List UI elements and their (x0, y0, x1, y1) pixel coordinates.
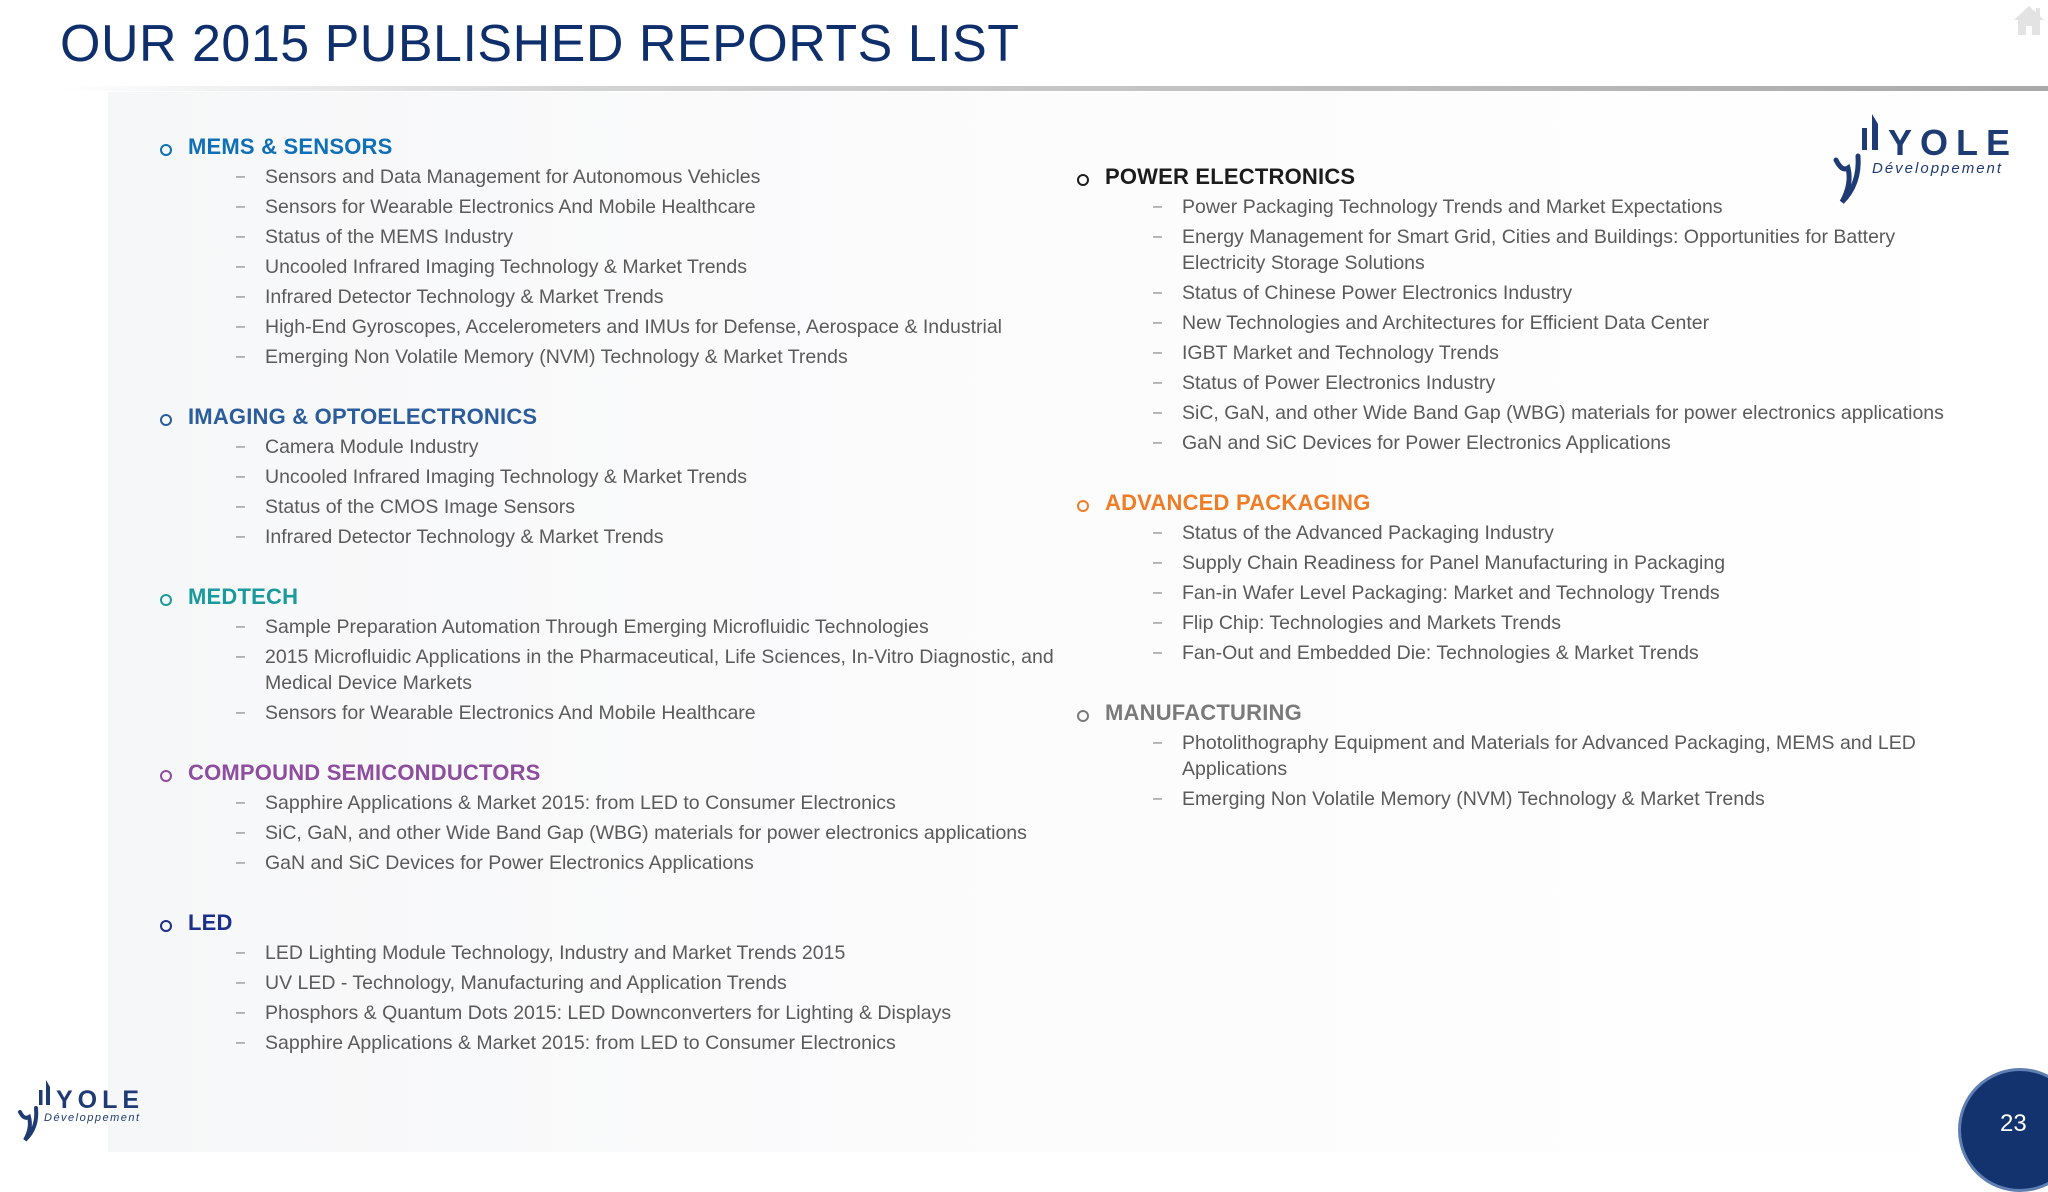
report-title: Emerging Non Volatile Memory (NVM) Technology & Market Trends (265, 346, 848, 368)
logo-footer-tagline: Développement (44, 1112, 141, 1124)
report-item (1075, 194, 1975, 220)
report-title: LED Lighting Module Technology, Industry and Market Trends 2015 (265, 942, 846, 964)
circle-bullet-icon (160, 144, 172, 156)
report-title: Uncooled Infrared Imaging Technology & Market Trends (265, 466, 747, 488)
dash-icon: – (236, 228, 245, 245)
report-section (1075, 160, 1975, 456)
dash-icon: – (236, 824, 245, 841)
report-title: Uncooled Infrared Imaging Technology & Market Trends (265, 256, 747, 278)
left-column (158, 130, 1063, 1086)
report-title: SiC, GaN, and other Wide Band Gap (WBG) materials for power electronics applications (1182, 402, 1944, 424)
report-title: Sample Preparation Automation Through Emerging Microfluidic Technologies (265, 616, 929, 638)
report-title: Status of the Advanced Packaging Industry (1182, 522, 1554, 544)
circle-bullet-icon (1077, 710, 1089, 722)
report-title: IGBT Market and Technology Trends (1182, 342, 1499, 364)
report-title: Sensors for Wearable Electronics And Mobile Healthcare (265, 196, 756, 218)
dash-icon: – (1153, 198, 1162, 215)
report-title: High-End Gyroscopes, Accelerometers and IMUs for Defense, Aerospace & Industrial (265, 316, 1003, 338)
report-title: Supply Chain Readiness for Panel Manufacturing in Packaging (1182, 552, 1726, 574)
report-title: Emerging Non Volatile Memory (NVM) Technology & Market Trends (1182, 788, 1765, 810)
report-item (1075, 340, 1975, 366)
report-item (158, 850, 1063, 876)
report-item (158, 344, 1063, 370)
dash-icon: – (1153, 790, 1162, 807)
dash-icon: – (236, 974, 245, 991)
report-title: Sensors and Data Management for Autonomous Vehicles (265, 166, 761, 188)
report-item (158, 434, 1063, 460)
report-item (158, 314, 1063, 340)
report-title: Sensors for Wearable Electronics And Mobile Healthcare (265, 702, 756, 724)
report-item (1075, 610, 1975, 636)
dash-icon: – (236, 704, 245, 721)
report-item (1075, 730, 1975, 782)
report-item (158, 1000, 1063, 1026)
dash-icon: – (236, 854, 245, 871)
report-title: Phosphors & Quantum Dots 2015: LED Downconverters for Lighting & Displays (265, 1002, 952, 1024)
dash-icon: – (1153, 228, 1162, 245)
report-title: GaN and SiC Devices for Power Electronics Applications (265, 852, 754, 874)
report-item (158, 614, 1063, 640)
dash-icon: – (236, 288, 245, 305)
dash-icon: – (236, 348, 245, 365)
circle-bullet-icon (160, 770, 172, 782)
report-title: Fan-Out and Embedded Die: Technologies & Market Trends (1182, 642, 1699, 664)
dash-icon: – (236, 168, 245, 185)
report-title: Status of the MEMS Industry (265, 226, 514, 248)
dash-icon: – (1153, 374, 1162, 391)
report-section (158, 130, 1063, 370)
report-title: Flip Chip: Technologies and Markets Trends (1182, 612, 1562, 634)
report-item (1075, 430, 1975, 456)
section-title: LED (188, 910, 233, 935)
section-title: MEMS & SENSORS (188, 134, 393, 159)
dash-icon: – (236, 198, 245, 215)
report-title: Power Packaging Technology Trends and Market Expectations (1182, 196, 1723, 218)
section-heading (158, 906, 1063, 940)
report-title: Energy Management for Smart Grid, Cities and Buildings: Opportunities for Battery Electricity Storage Solutions (1182, 226, 1896, 274)
report-title: Status of Power Electronics Industry (1182, 372, 1496, 394)
report-title: Infrared Detector Technology & Market Trends (265, 286, 664, 308)
report-title: Photolithography Equipment and Materials for Advanced Packaging, MEMS and LED Applications (1182, 732, 1916, 780)
report-section (1075, 696, 1975, 812)
report-title: 2015 Microfluidic Applications in the Pharmaceutical, Life Sciences, In-Vitro Diagnostic, and Medical Device Markets (265, 646, 1054, 694)
logo-tagline: Développement (1872, 160, 2004, 177)
report-title: SiC, GaN, and other Wide Band Gap (WBG) materials for power electronics applications (265, 822, 1027, 844)
dash-icon: – (1153, 644, 1162, 661)
dash-icon: – (236, 618, 245, 635)
logo-footer-name: YOLE (56, 1086, 145, 1114)
dash-icon: – (236, 944, 245, 961)
section-heading (1075, 160, 1975, 194)
dash-icon: – (1153, 584, 1162, 601)
logo-name: YOLE (1888, 122, 2019, 163)
report-list (1075, 194, 1975, 456)
section-heading (158, 580, 1063, 614)
dash-icon: – (236, 1034, 245, 1051)
report-item (158, 820, 1063, 846)
section-heading (158, 130, 1063, 164)
report-item (1075, 520, 1975, 546)
dash-icon: – (1153, 554, 1162, 571)
report-list (158, 790, 1063, 876)
section-title: IMAGING & OPTOELECTRONICS (188, 404, 538, 429)
home-icon[interactable] (2012, 2, 2046, 38)
dash-icon: – (236, 648, 245, 665)
dash-icon: – (1153, 284, 1162, 301)
page-number: 23 (2000, 1110, 2027, 1137)
circle-bullet-icon (160, 414, 172, 426)
report-title: Status of Chinese Power Electronics Industry (1182, 282, 1573, 304)
report-section (1075, 486, 1975, 666)
circle-bullet-icon (160, 920, 172, 932)
report-title: GaN and SiC Devices for Power Electronics Applications (1182, 432, 1671, 454)
report-item (1075, 400, 1975, 426)
report-list (158, 614, 1063, 726)
report-item (1075, 580, 1975, 606)
circle-bullet-icon (1077, 500, 1089, 512)
report-item (1075, 786, 1975, 812)
circle-bullet-icon (160, 594, 172, 606)
report-item (158, 700, 1063, 726)
report-item (158, 1030, 1063, 1056)
report-title: Fan-in Wafer Level Packaging: Market and Technology Trends (1182, 582, 1720, 604)
section-title: POWER ELECTRONICS (1105, 164, 1356, 189)
report-item (1075, 280, 1975, 306)
report-section (158, 400, 1063, 550)
report-item (158, 644, 1063, 696)
right-column (1075, 160, 1975, 842)
dash-icon: – (1153, 314, 1162, 331)
report-title: Camera Module Industry (265, 436, 479, 458)
dash-icon: – (236, 468, 245, 485)
report-item (158, 940, 1063, 966)
report-item (1075, 224, 1975, 276)
report-item (1075, 370, 1975, 396)
dash-icon: – (1153, 404, 1162, 421)
dash-icon: – (236, 528, 245, 545)
dash-icon: – (236, 794, 245, 811)
report-title: Status of the CMOS Image Sensors (265, 496, 575, 518)
dash-icon: – (236, 318, 245, 335)
report-list (158, 940, 1063, 1056)
dash-icon: – (236, 498, 245, 515)
dash-icon: – (236, 438, 245, 455)
dash-icon: – (236, 258, 245, 275)
section-title: MANUFACTURING (1105, 700, 1302, 725)
report-item (158, 164, 1063, 190)
report-item (158, 790, 1063, 816)
dash-icon: – (1153, 344, 1162, 361)
report-item (1075, 640, 1975, 666)
report-title: New Technologies and Architectures for Efficient Data Center (1182, 312, 1710, 334)
report-item (158, 970, 1063, 996)
report-section (158, 906, 1063, 1056)
section-title: ADVANCED PACKAGING (1105, 490, 1371, 515)
dash-icon: – (1153, 614, 1162, 631)
circle-bullet-icon (1077, 174, 1089, 186)
report-item (158, 224, 1063, 250)
section-heading (1075, 486, 1975, 520)
yole-logo-footer (16, 1076, 156, 1142)
dash-icon: – (1153, 734, 1162, 751)
report-item (1075, 310, 1975, 336)
report-item (158, 254, 1063, 280)
title-divider (62, 86, 2048, 91)
report-item (158, 194, 1063, 220)
report-item (158, 524, 1063, 550)
report-item (1075, 550, 1975, 576)
section-heading (158, 756, 1063, 790)
dash-icon: – (1153, 434, 1162, 451)
report-list (158, 164, 1063, 370)
dash-icon: – (1153, 524, 1162, 541)
report-list (158, 434, 1063, 550)
report-title: Sapphire Applications & Market 2015: from LED to Consumer Electronics (265, 792, 896, 814)
section-heading (158, 400, 1063, 434)
report-item (158, 284, 1063, 310)
report-list (1075, 730, 1975, 812)
report-title: UV LED - Technology, Manufacturing and Application Trends (265, 972, 787, 994)
report-item (158, 464, 1063, 490)
report-list (1075, 520, 1975, 666)
dash-icon: – (236, 1004, 245, 1021)
report-item (158, 494, 1063, 520)
section-title: COMPOUND SEMICONDUCTORS (188, 760, 541, 785)
report-title: Infrared Detector Technology & Market Trends (265, 526, 664, 548)
report-section (158, 580, 1063, 726)
page-title: OUR 2015 PUBLISHED REPORTS LIST (60, 15, 1020, 73)
report-section (158, 756, 1063, 876)
report-title: Sapphire Applications & Market 2015: from LED to Consumer Electronics (265, 1032, 896, 1054)
section-title: MEDTECH (188, 584, 299, 609)
section-heading (1075, 696, 1975, 730)
